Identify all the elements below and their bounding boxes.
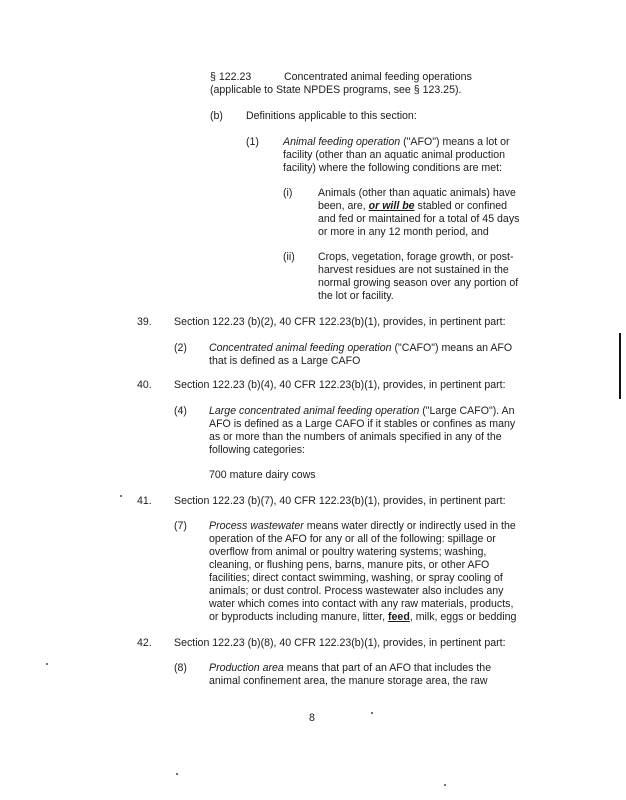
paragraph-39-intro: Section 122.23 (b)(2), 40 CFR 122.23(b)(1), provides, in pertinent part:	[174, 316, 506, 328]
paragraph-41-line-2: operation of the AFO for any or all of the following: spillage or	[209, 533, 496, 545]
scan-speck	[46, 663, 48, 665]
paragraph-39-sub-number: (2)	[174, 342, 187, 354]
paragraph-41-intro: Section 122.23 (b)(7), 40 CFR 122.23(b)(1), provides, in pertinent part:	[174, 495, 506, 507]
paragraph-40-line-1: Large concentrated animal feeding operation ("Large CAFO"). An	[209, 405, 515, 417]
subsection-b-text: Definitions applicable to this section:	[246, 110, 417, 122]
paragraph-40-line-5: 700 mature dairy cows	[209, 469, 316, 481]
paragraph-40-sub-number: (4)	[174, 405, 187, 417]
def1-i-line-4: or more in any 12 month period, and	[318, 226, 489, 238]
def1-ii-line-2: harvest residues are not sustained in the	[318, 264, 509, 276]
paragraph-42-line-1: Production area means that part of an AFO that includes the	[209, 662, 492, 674]
def1-number: (1)	[246, 136, 259, 148]
scan-speck	[176, 773, 178, 775]
paragraph-39-line-2: that is defined as a Large CAFO	[209, 355, 361, 367]
paragraph-42-line-2: animal confinement area, the manure storage area, the raw	[209, 675, 488, 687]
paragraph-42-term: Production area	[209, 662, 284, 674]
paragraph-41-line-6: animals; or dust control. Process wastewater also includes any	[209, 585, 504, 597]
scan-edge-mark	[619, 333, 621, 399]
def1-line-1: Animal feeding operation ("AFO") means a lot or	[283, 136, 510, 148]
paragraph-42-number: 42.	[137, 637, 152, 649]
paragraph-40-term: Large concentrated animal feeding operation	[209, 405, 420, 417]
scan-speck	[444, 784, 446, 786]
def1-ii-line-3: normal growing season over any portion of	[318, 277, 519, 289]
subsection-b-label: (b)	[210, 110, 223, 122]
paragraph-41-sub-number: (7)	[174, 520, 187, 532]
section-subtitle: (applicable to State NPDES programs, see § 123.25).	[210, 84, 462, 96]
def1-ii-line-1: Crops, vegetation, forage growth, or post-	[318, 251, 514, 263]
def1-i-line-2: been, are, or will be stabled or confined	[318, 200, 508, 212]
def1-line-3: facility) where the following conditions are met:	[283, 162, 503, 174]
def1-term: Animal feeding operation	[283, 136, 401, 148]
emphasis-feed: feed	[388, 611, 410, 623]
def1-i-line-3: and fed or maintained for a total of 45 days	[318, 213, 520, 225]
paragraph-40-line-4: following categories:	[209, 444, 305, 456]
paragraph-40-intro: Section 122.23 (b)(4), 40 CFR 122.23(b)(1), provides, in pertinent part:	[174, 379, 506, 391]
def1-line-2: facility (other than an aquatic animal production	[283, 149, 506, 161]
paragraph-42-sub-number: (8)	[174, 662, 187, 674]
scan-speck	[371, 712, 373, 714]
paragraph-39-line-1: Concentrated animal feeding operation ("CAFO") means an AFO	[209, 342, 513, 354]
paragraph-41-number: 41.	[137, 495, 152, 507]
def1-ii-line-4: the lot or facility.	[318, 290, 394, 302]
def1-i-number: (i)	[283, 187, 293, 199]
paragraph-41-term: Process wastewater	[209, 520, 304, 532]
paragraph-40-line-2: AFO is defined as a Large CAFO if it stables or confines as many	[209, 418, 516, 430]
paragraph-39-term: Concentrated animal feeding operation	[209, 342, 392, 354]
paragraph-41-line-1: Process wastewater means water directly or indirectly used in the	[209, 520, 516, 532]
paragraph-41-line-3: overflow from animal or poultry watering systems; washing,	[209, 546, 487, 558]
paragraph-42-intro: Section 122.23 (b)(8), 40 CFR 122.23(b)(1), provides, in pertinent part:	[174, 637, 506, 649]
paragraph-40-line-3: as or more than the numbers of animals specified in any of the	[209, 431, 502, 443]
paragraph-41-line-7: water which comes into contact with any raw materials, products,	[209, 598, 514, 610]
scan-speck	[120, 495, 122, 497]
paragraph-40-number: 40.	[137, 379, 152, 391]
page-number: 8	[309, 712, 315, 724]
paragraph-39-number: 39.	[137, 316, 152, 328]
emphasis-or-will-be: or will be	[368, 200, 415, 212]
section-title: Concentrated animal feeding operations	[284, 71, 472, 83]
def1-ii-number: (ii)	[283, 251, 295, 263]
paragraph-41-line-8: or byproducts including manure, litter, feed, milk, eggs or bedding	[209, 611, 517, 623]
paragraph-41-line-5: facilities; direct contact swimming, washing, or spray cooling of	[209, 572, 503, 584]
section-number: § 122.23	[210, 71, 252, 83]
paragraph-41-line-4: cleaning, or flushing pens, barns, manure pits, or other AFO	[209, 559, 490, 571]
def1-i-line-1: Animals (other than aquatic animals) have	[318, 187, 516, 199]
